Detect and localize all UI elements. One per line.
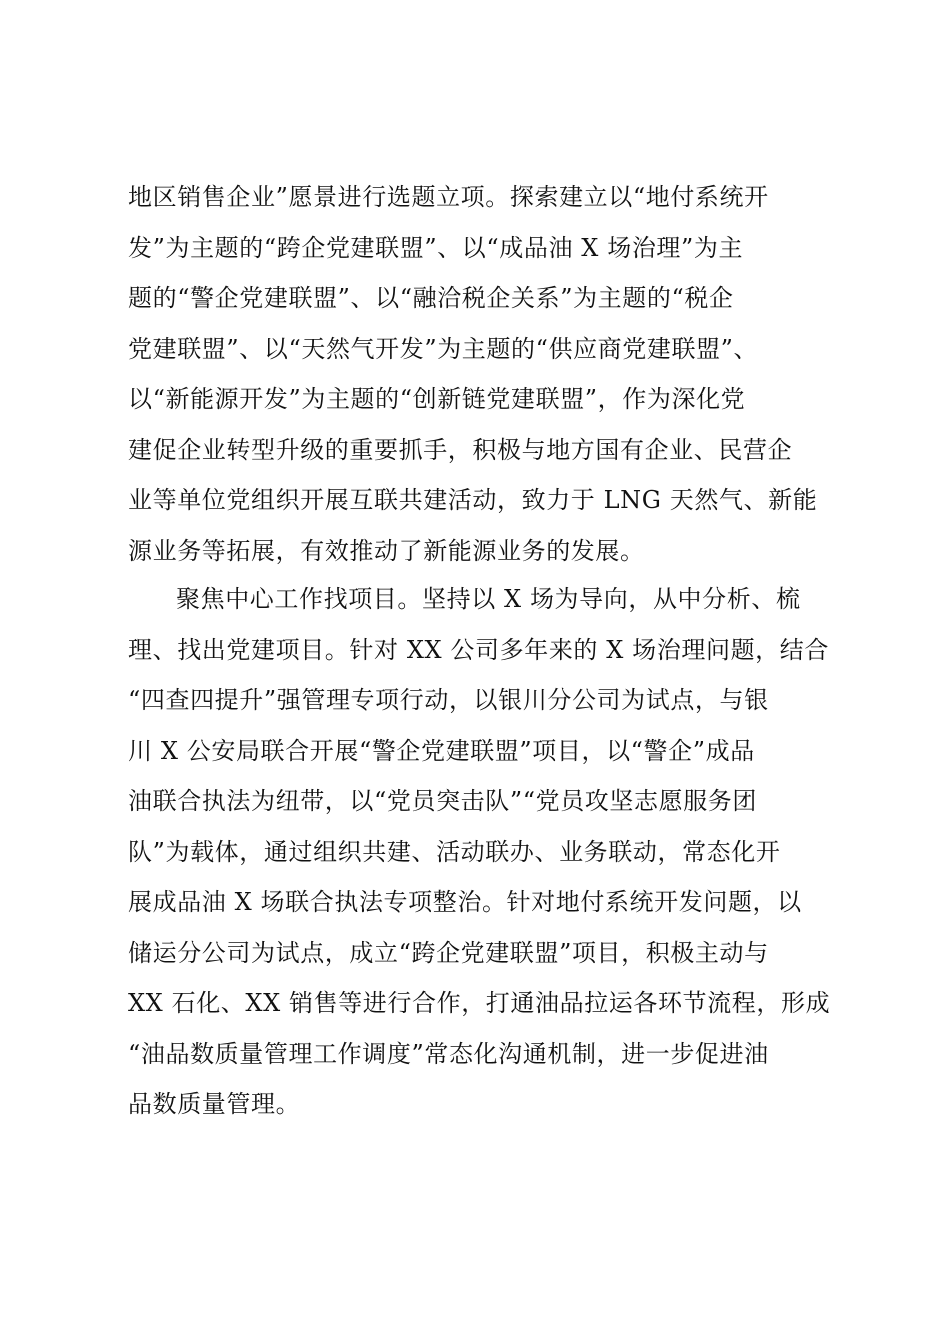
paragraph-line: 川 X 公安局联合开展“警企党建联盟”项目，以“警企”成品: [128, 736, 755, 765]
paragraph-line: 品数质量管理。: [128, 1090, 301, 1118]
paragraph-line: 源业务等拓展，有效推动了新能源业务的发展。: [128, 536, 645, 565]
paragraph-line: 题的“警企党建联盟”、以“融洽税企关系”为主题的“税企: [128, 284, 734, 312]
paragraph-line: 队”为载体，通过组织共建、活动联办、业务联动，常态化开: [128, 837, 781, 866]
paragraph-line: 业等单位党组织开展互联共建活动，致力于 LNG 天然气、新能: [128, 486, 818, 514]
paragraph-line: 建促企业转型升级的重要抓手，积极与地方国有企业、民营企: [128, 435, 793, 464]
paragraph-2: [128, 574, 838, 1130]
paragraph-line: 展成品油 X 场联合执法专项整治。针对地付系统开发问题，以: [128, 888, 802, 916]
paragraph-line: “油品数质量管理工作调度”常态化沟通机制，进一步促进油: [128, 1039, 769, 1068]
paragraph-line: 发”为主题的“跨企党建联盟”、以“成品油 X 场治理”为主: [128, 233, 744, 262]
paragraph-line: 聚焦中心工作找项目。坚持以 X 场为导向，从中分析、梳: [176, 585, 801, 613]
paragraph-line: 储运分公司为试点，成立“跨企党建联盟”项目，积极主动与: [128, 938, 769, 967]
paragraph-line: 以“新能源开发”为主题的“创新链党建联盟”，作为深化党: [128, 385, 746, 413]
paragraph-line: 油联合执法为纽带，以“党员突击队”“党员攻坚志愿服务团: [128, 787, 758, 815]
paragraph-line: 党建联盟”、以“天然气开发”为主题的“供应商党建联盟”、: [128, 334, 759, 363]
paragraph-line: XX 石化、XX 销售等进行合作，打通油品拉运各环节流程，形成: [128, 989, 831, 1017]
paragraph-line: 地区销售企业”愿景进行选题立项。探索建立以“地付系统开: [128, 183, 769, 211]
paragraph-1: [128, 172, 838, 576]
paragraph-line: “四查四提升”强管理专项行动，以银川分公司为试点，与银: [128, 686, 769, 714]
paragraph-line: 理、找出党建项目。针对 XX 公司多年来的 X 场治理问题，结合: [128, 635, 829, 664]
